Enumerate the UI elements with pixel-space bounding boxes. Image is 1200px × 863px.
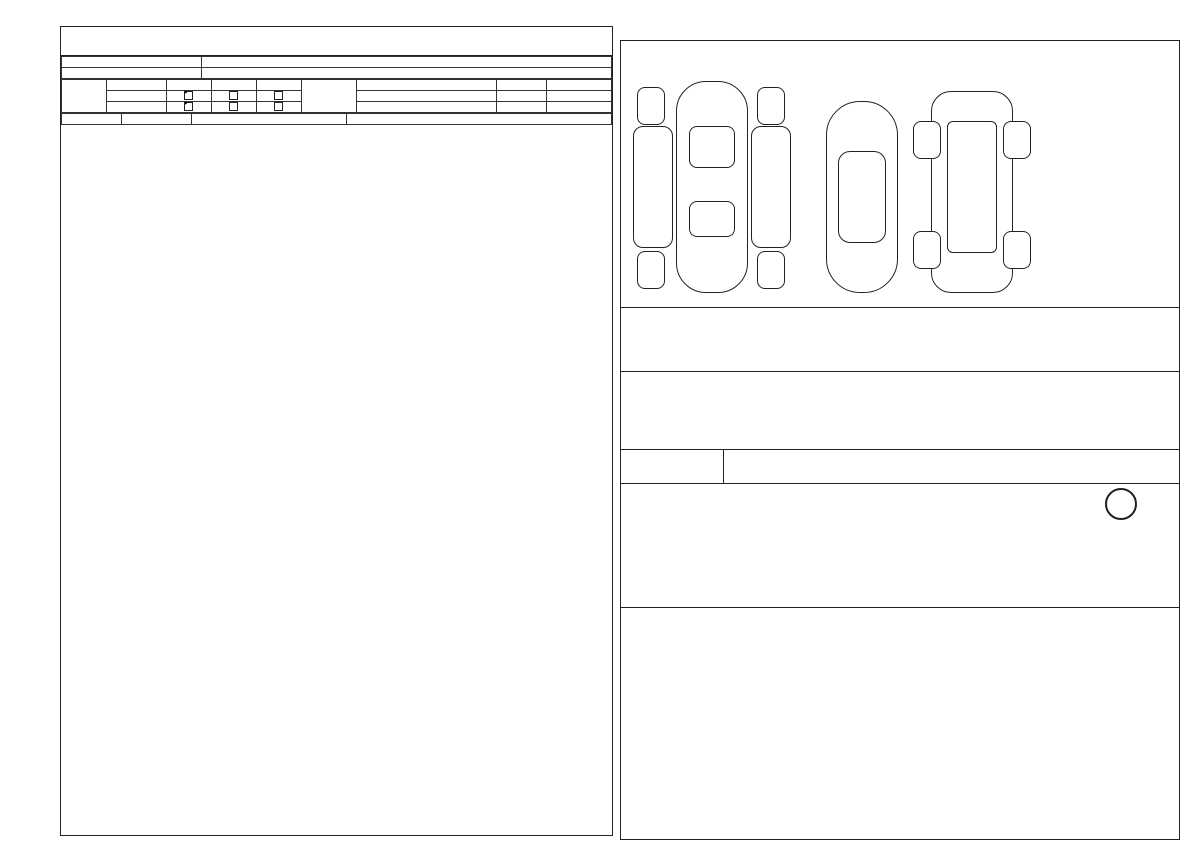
exterior-car-diagram [621, 71, 811, 301]
diag-col-good [167, 80, 212, 91]
diag-item-engine [107, 91, 167, 102]
diag-trans-repair [212, 102, 257, 113]
emission-co-name [357, 80, 497, 91]
sec17-items [621, 312, 1179, 316]
checkbox-icon [229, 102, 238, 111]
emission-co-value [497, 80, 547, 91]
main-header-item [122, 114, 192, 125]
main-header-device [62, 114, 122, 125]
frame-car-diagram [911, 81, 1031, 301]
main-header-part [192, 114, 347, 125]
diag-engine-na [257, 91, 302, 102]
sec19-text [724, 450, 740, 484]
sec19-label [621, 450, 724, 484]
sec19 [621, 449, 1179, 484]
checkbox-icon [274, 91, 283, 100]
emission-hc-unit [547, 91, 612, 102]
inspection-record-left [60, 26, 613, 836]
row11-options [202, 57, 612, 68]
form-header [61, 27, 612, 56]
emission-hc-value [497, 91, 547, 102]
row11-label [62, 57, 202, 68]
checkbox-icon [184, 102, 193, 111]
diag-engine-good [167, 91, 212, 102]
diag-trans-na [257, 102, 302, 113]
side-car-diagram [816, 81, 906, 301]
diag-col-repair [212, 80, 257, 91]
emission-smoke-unit [547, 102, 612, 113]
row14-label [62, 80, 107, 113]
main-header-state [347, 114, 612, 125]
self-diagnosis-table [61, 79, 612, 113]
identity-table [61, 56, 612, 79]
sec18 [621, 371, 1179, 450]
diag-trans-good [167, 102, 212, 113]
emission-smoke-name [357, 102, 497, 113]
checkbox-icon [274, 102, 283, 111]
row12-label [62, 68, 202, 79]
sign-block [621, 483, 1179, 608]
diag-engine-repair [212, 91, 257, 102]
emission-co-unit [547, 80, 612, 91]
row15-label [302, 80, 357, 113]
checkbox-icon [229, 91, 238, 100]
sec17 [621, 307, 1179, 372]
main-device-table [61, 113, 612, 125]
notes-block [621, 607, 1179, 840]
diag-col-item [107, 80, 167, 91]
inspection-record-right [620, 40, 1180, 840]
emission-smoke-value [497, 102, 547, 113]
diag-col-na [257, 80, 302, 91]
sec18-items [621, 376, 1179, 380]
emission-hc-name [357, 91, 497, 102]
row12-options [202, 68, 612, 79]
checkbox-icon [184, 91, 193, 100]
seal-stamp [1105, 488, 1137, 520]
diag-item-transmission [107, 102, 167, 113]
